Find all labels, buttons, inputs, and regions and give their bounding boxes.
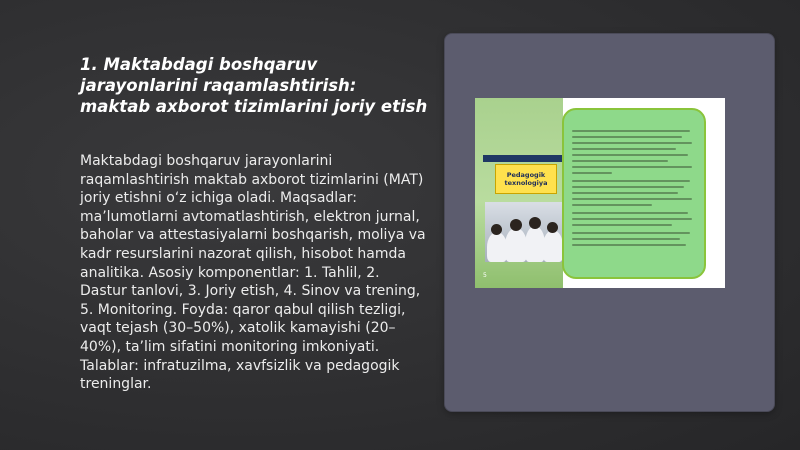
slide-thumbnail-image xyxy=(475,98,725,288)
thumbnail-green-text-panel xyxy=(562,108,706,279)
slide-body-text: Maktabdagi boshqaruv jarayonlarini raqamlashtirish maktab axborot tizimlarini (MAT) joriy etishni o‘z ichiga oladi. Maqsadlar: ma’lumotlarni avtomatlashtirish, elektron jurnal, baholar va attestasiyalarni boshqarish, moliya va kadr resurslarini nazorat qilish, hisobot hamda analitika. Asosiy komponentlar: 1. Tahlil, 2. Dastur tanlovi, 3. Joriy etish, 4. Sinov va trening, 5. Monitoring. Foyda: qaror qabul qilish tezligi, vaqt tejash (30–50%), xatolik kamayishi (20–40%), ta’lim sifatini monitoring imkoniyati. Talablar: infratuzilma, xavfsizlik va pedagogik treninglar. xyxy=(80,153,426,393)
student-figure xyxy=(487,232,507,262)
text-line xyxy=(572,232,690,234)
text-line xyxy=(572,238,680,240)
text-line xyxy=(572,154,688,156)
text-line xyxy=(572,198,692,200)
student-head xyxy=(491,224,502,235)
slide-title: 1. Maktabdagi boshqaruv jarayonlarini raqamlashtirish: maktab axborot tizimlarini joriy etish xyxy=(80,55,428,116)
text-line xyxy=(572,136,682,138)
text-line xyxy=(572,166,692,168)
student-head xyxy=(510,219,522,231)
classroom-photo xyxy=(485,202,563,262)
student-figure xyxy=(505,228,527,262)
text-line xyxy=(572,142,692,144)
text-line xyxy=(572,130,690,132)
text-line xyxy=(572,192,678,194)
text-line xyxy=(572,148,676,150)
thumbnail-page-number: 5 xyxy=(483,272,487,279)
text-line xyxy=(572,224,672,226)
text-line xyxy=(572,218,692,220)
student-head xyxy=(547,222,558,233)
text-line xyxy=(572,204,652,206)
text-line xyxy=(572,244,686,246)
text-line xyxy=(572,180,690,182)
student-head xyxy=(529,217,541,229)
text-line xyxy=(572,212,688,214)
text-line xyxy=(572,160,668,162)
student-figure xyxy=(525,226,545,262)
thumbnail-label-box: Pedagogik texnologiya xyxy=(495,164,557,194)
text-line xyxy=(572,186,684,188)
student-figure xyxy=(543,230,563,262)
text-line xyxy=(572,172,612,174)
